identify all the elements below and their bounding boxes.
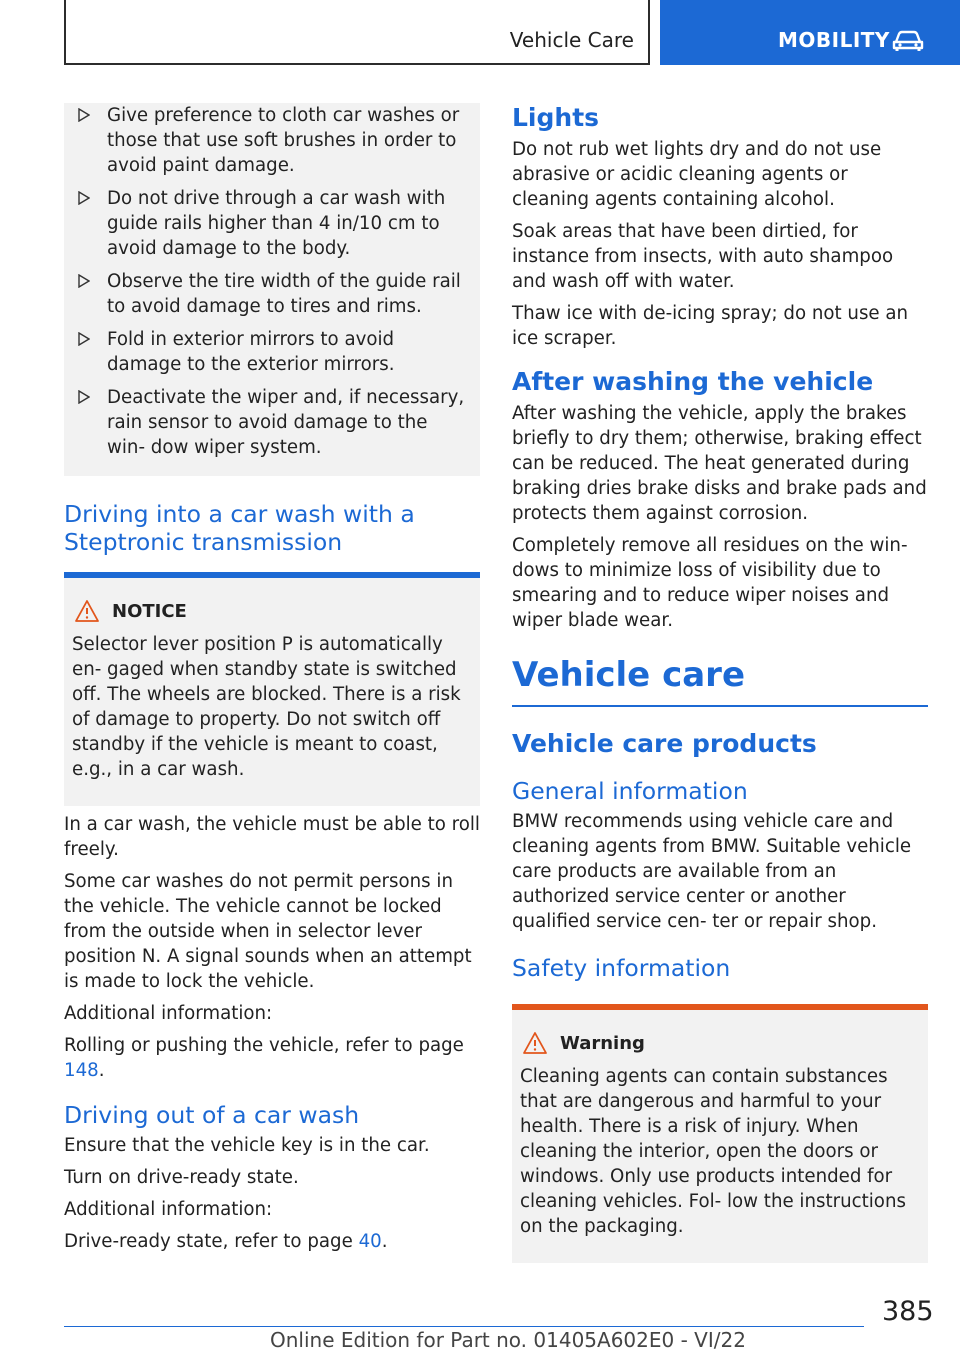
paragraph: Some car washes do not permit persons in the vehicle. The vehicle cannot be locked from the outside when in selector lever position N. A signal sounds when an attempt is made to lock the vehicle.: [64, 871, 472, 992]
paragraph: Additional information:: [64, 1003, 273, 1024]
header-chapter-tab[interactable]: [660, 0, 960, 65]
list-item: Observe the tire width of the guide rail to avoid damage to tires and rims.: [78, 269, 468, 319]
section-divider: [512, 705, 928, 707]
steptronic-heading: Driving into a car wash with a Steptronic transmission: [64, 500, 415, 556]
notice-box: [64, 572, 480, 806]
warning-box: [512, 1004, 928, 1263]
footer-divider: [64, 1326, 864, 1327]
triangle-bullet-icon: [78, 191, 90, 205]
vehicle-care-heading: Vehicle care: [512, 655, 746, 695]
warning-body: Cleaning agents can contain substances that are dangerous and harmful to your health. There is a risk of injury. When cleaning the interior, open the doors or windows. Only use products intended for cleaning vehicles. Fol‐ low the instructions on the packaging.: [520, 1066, 906, 1237]
list-item: Give preference to cloth car washes or those that use soft brushes in order to avoid paint damage.: [78, 103, 468, 178]
warning-triangle-icon: [74, 599, 100, 623]
safety-info-heading: Safety information: [512, 954, 731, 982]
paragraph: Ensure that the vehicle key is in the car.: [64, 1135, 430, 1156]
car-icon: [892, 28, 924, 52]
edition-text: Online Edition for Part no. 01405A602E0 - VI/22: [270, 1328, 746, 1352]
list-item: Do not drive through a car wash with guide rails higher than 4 in/10 cm to avoid damage to the body.: [78, 186, 468, 261]
paragraph: Do not rub wet lights dry and do not use abrasive or acidic cleaning agents or cleaning agents containing alcohol.: [512, 139, 882, 210]
triangle-bullet-icon: [78, 390, 90, 404]
triangle-bullet-icon: [78, 332, 90, 346]
paragraph: Soak areas that have been dirtied, for instance from insects, with auto shampoo and wash off with water.: [512, 221, 894, 292]
car-wash-bullet-list: [64, 103, 480, 476]
triangle-bullet-icon: [78, 274, 90, 288]
header-section-tab: [64, 0, 650, 65]
page-number: 385: [882, 1296, 934, 1327]
left-column: [64, 103, 480, 1261]
notice-body: Selector lever position P is automatically en‐ gaged when standby state is switched off. The wheels are blocked. There is a risk of damage to property. Do not switch off standby if the vehicle is meant to coast, e.g., in a car wash.: [72, 634, 461, 780]
paragraph: Rolling or pushing the vehicle, refer to page 148.: [64, 1035, 464, 1081]
list-item: Fold in exterior mirrors to avoid damage to the exterior mirrors.: [78, 327, 468, 377]
paragraph: Turn on drive-ready state.: [64, 1167, 299, 1188]
paragraph: Additional information:: [64, 1199, 273, 1220]
paragraph: After washing the vehicle, apply the brakes briefly to dry them; otherwise, braking effect can be reduced. The heat generated during braking dries brake disks and brake pads and protects them against corrosion.: [512, 403, 927, 524]
warning-title: Warning: [520, 1032, 916, 1056]
notice-title: NOTICE: [72, 600, 468, 624]
lights-heading: Lights: [512, 103, 600, 132]
list-item: Deactivate the wiper and, if necessary, rain sensor to avoid damage to the win‐ dow wiper system.: [78, 385, 468, 460]
paragraph: Drive-ready state, refer to page 40.: [64, 1231, 388, 1252]
section-label: Vehicle Care: [509, 28, 634, 52]
paragraph: Completely remove all residues on the win‐ dows to minimize loss of visibility due to smearing and to reduce wiper noises and wiper blade wear.: [512, 535, 908, 631]
products-heading: Vehicle care products: [512, 729, 817, 758]
general-info-heading: General information: [512, 777, 748, 805]
page-link-40[interactable]: 40: [358, 1231, 382, 1252]
paragraph: Thaw ice with de-icing spray; do not use an ice scraper.: [512, 303, 909, 349]
page-link-148[interactable]: 148: [64, 1060, 99, 1081]
after-washing-heading: After washing the vehicle: [512, 367, 874, 396]
paragraph: In a car wash, the vehicle must be able to roll freely.: [64, 814, 480, 860]
driveout-heading: Driving out of a car wash: [64, 1101, 360, 1129]
chapter-label: MOBILITY: [778, 28, 890, 52]
right-column: [512, 103, 928, 1263]
triangle-bullet-icon: [78, 108, 90, 122]
warning-triangle-icon: [522, 1031, 548, 1055]
paragraph: BMW recommends using vehicle care and cleaning agents from BMW. Suitable vehicle care products are available from an authorized service center or another qualified service cen‐ ter or repair shop.: [512, 811, 912, 932]
